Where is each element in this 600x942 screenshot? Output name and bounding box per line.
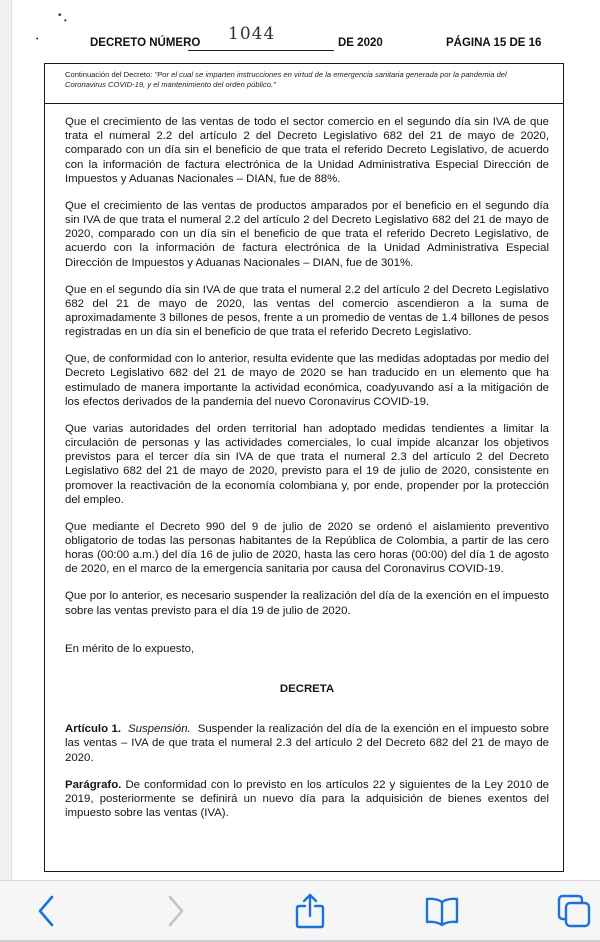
merito-line: En mérito de lo expuesto,	[65, 642, 195, 655]
document-body	[65, 115, 549, 833]
decreta-heading: DECRETA	[279, 683, 335, 696]
articulo-1-text: Suspender la realización del día de la exención en el impuesto sobre las ventas – IVA de que trata el numeral 2.3 del artículo 2 del Decreto 682 del 21 de mayo de 2020.	[65, 723, 549, 764]
page-header	[0, 26, 600, 56]
considerando-paragraph: Que el crecimiento de las ventas de todo el sector comercio en el segundo día sin IVA de que trata el numeral 2.2 del artículo 2 del Decreto Legislativo 682 del 21 de mayo de 2020, comparado con un día sin el beneficio de que trata el referido Decreto Legislativo, de acuerdo con la información de factura electrónica de la Unidad Administrativa Especial Dirección de Impuestos y Aduanas Nacionales – DIAN, fue de 88%.	[65, 116, 549, 185]
share-icon	[294, 892, 326, 930]
articulo-1-title: Suspensión.	[128, 723, 191, 736]
continuation-header	[45, 64, 563, 104]
share-button[interactable]	[290, 891, 330, 931]
considerando-paragraph: Que por lo anterior, es necesario suspender la realización del día de la exención en el impuesto sobre las ventas previsto para el día 19 de julio de 2020.	[65, 590, 549, 617]
back-button[interactable]	[26, 891, 66, 931]
considerando-paragraph: Que varias autoridades del orden territorial han adoptado medidas tendientes a limitar la circulación de personas y las actividades comerciales, lo cual impide alcanzar los objetivos previstos para el tercer día sin IVA de que trata el numeral 2.3 del artículo 2 del Decreto Legislativo 682 del 21 de mayo de 2020, previsto para el 19 de julio de 2020, consistente en promover la reactivación de la economía colombiana y, por ende, propender por la protección del empleo.	[65, 422, 549, 506]
considerando-paragraph: Que, de conformidad con lo anterior, resulta evidente que las medidas adoptadas por medio del Decreto Legislativo 682 del 21 de mayo de 2020 se han traducido en un elemento que ha estimulado de manera importante la actividad económica, coadyuvando así a la mitigación de los efectos derivados de la pandemia del nuevo Coronavirus COVID-19.	[65, 353, 549, 408]
considerando-paragraph: Que el crecimiento de las ventas de productos amparados por el beneficio en el segundo día sin IVA de que trata el numeral 2.2 del artículo 2 del Decreto Legislativo 682 del 21 de mayo de 2020, comparado con un día sin el beneficio de que trata el referido Decreto Legislativo, de acuerdo con la información de factura electrónica de la Unidad Administrativa Especial Dirección de Impuestos y Aduanas Nacionales – DIAN, fue de 301%.	[65, 199, 549, 269]
articulo-1-label: Artículo 1.	[65, 723, 122, 736]
browser-toolbar	[0, 880, 600, 942]
page-edge	[0, 0, 12, 880]
articulo-1	[65, 722, 549, 765]
paragrafo-label: Parágrafo.	[65, 778, 122, 791]
continuation-prefix: Continuación del Decreto:	[65, 70, 155, 79]
page-number: PÁGINA 15 DE 16	[446, 37, 542, 49]
decreto-label: DECRETO NÚMERO	[90, 37, 201, 49]
scan-speck: •	[36, 36, 39, 43]
chevron-right-icon	[165, 894, 187, 928]
paragrafo	[65, 778, 549, 821]
paragrafo-text: De conformidad con lo previsto en los artículos 22 y siguientes de la Ley 2010 de 2019, posteriormente se definirá un nuevo día para la adquisición de bienes exentos del impuesto sobre las ventas (IVA).	[65, 778, 549, 820]
document-frame	[44, 63, 564, 872]
forward-button[interactable]	[156, 891, 196, 931]
continuation-title: "Por el cual se imparten instrucciones en virtud de la emergencia sanitaria generada por la pandemia del Coronavirus COVID-19, y el mantenimiento del orden público."	[65, 70, 507, 89]
tabs-icon	[556, 893, 592, 929]
considerando-paragraph: Que mediante el Decreto 990 del 9 de julio de 2020 se ordenó el aislamiento preventivo obligatorio de todas las personas habitantes de la República de Colombia, a partir de las cero horas (00:00 a.m.) del día 16 de julio de 2020, hasta las cero horas (00:00) del día 1 de agosto de 2020, en el marco de la emergencia sanitaria por causa del Coronavirus COVID-19.	[65, 520, 549, 576]
bookmarks-button[interactable]	[422, 891, 462, 931]
scan-speck: •	[58, 10, 62, 21]
chevron-left-icon	[35, 894, 57, 928]
decreto-number: 1044	[228, 24, 276, 44]
scan-speck: •	[64, 16, 67, 25]
book-icon	[424, 895, 460, 927]
decreto-year: DE 2020	[338, 37, 383, 49]
considerando-paragraph: Que en el segundo día sin IVA de que trata el numeral 2.2 del artículo 2 del Decreto Legislativo 682 del 21 de mayo de 2020, las ventas del comercio ascendieron a la suma de aproximadamente 3 billones de pesos, frente a un promedio de ventas de 1.4 billones de pesos registradas en un día sin el beneficio de que trata el referido Decreto Legislativo.	[65, 283, 549, 339]
decreto-number-line	[188, 50, 334, 51]
tabs-button[interactable]	[554, 891, 594, 931]
